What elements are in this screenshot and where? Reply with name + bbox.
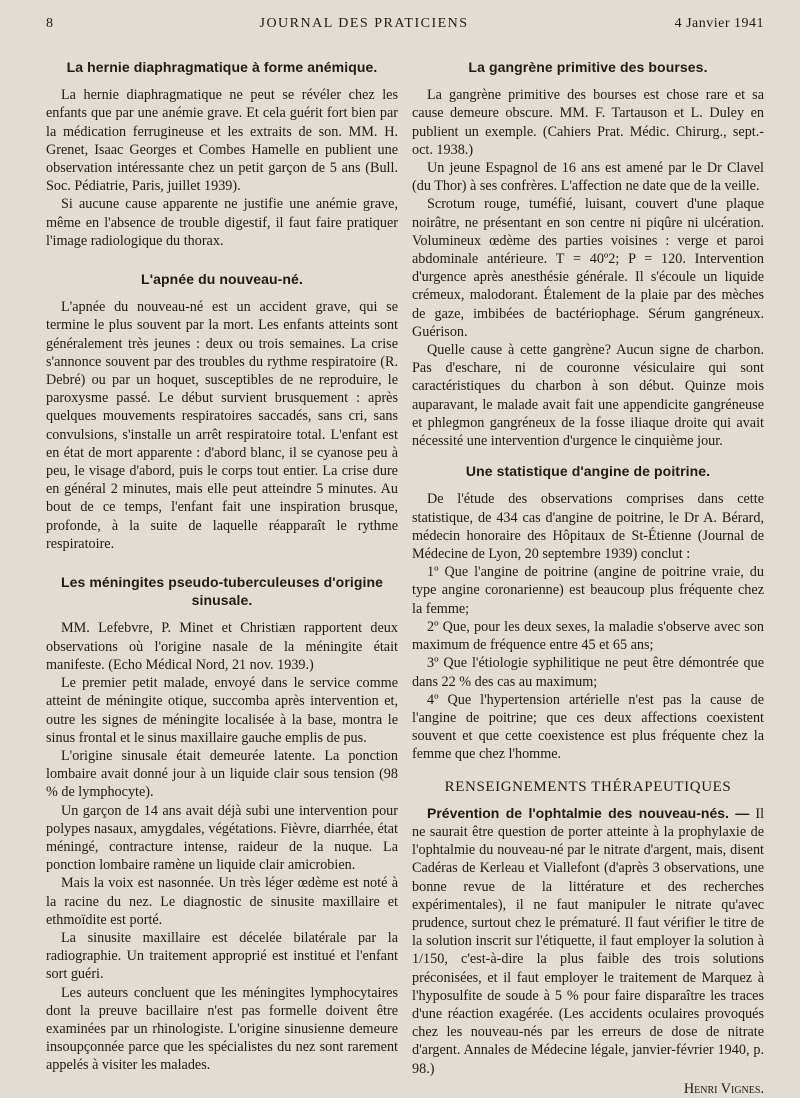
paragraph-run-in <box>412 804 764 1078</box>
section-heading-renseignements: RENSEIGNEMENTS THÉRAPEUTIQUES <box>444 778 732 795</box>
paragraph: MM. Lefebvre, P. Minet et Christiæn rapportent deux observations où l'origine nasale de la méningite était manifeste. (Echo Médical Nord, 21 nov. 1939.) <box>46 620 398 673</box>
paragraph: Un garçon de 14 ans avait déjà subi une intervention pour polypes nasaux, amygdales, végétations. Fièvre, diarrhée, état méningé, contracture intense, raideur de la nuque. La ponction lombaire ramène un liquide clair amicrobien. <box>46 802 398 874</box>
article-title-meningites: Les méningites pseudo-tuberculeuses d'origine sinusale. <box>60 574 384 609</box>
paragraph: Si aucune cause apparente ne justifie une anémie grave, même en l'absence de trouble digestif, il faut faire pratiquer l'image radiologique du thorax. <box>46 196 398 249</box>
paragraph: La hernie diaphragmatique ne peut se révéler chez les enfants que par une anémie grave. Et cela guérit fort bien par la médication ferrugineuse et les extraits de son. MM. H. Grenet, Isaac Georges et Combes Hamelle en publient une observation intéressante chez un petit garçon de 5 ans (Bull. Soc. Pédiatrie, Paris, juillet 1939). <box>46 87 398 195</box>
paragraph: La gangrène primitive des bourses est chose rare et sa cause demeure obscure. MM. F. Tartauson et L. Duley en publient un exemple. (Cahiers Prat. Médic. Chirurg., sept.-oct. 1938.) <box>412 87 764 158</box>
paragraph: 1º Que l'angine de poitrine (angine de poitrine vraie, du type angine coronarienne) est beaucoup plus fréquente chez la femme; <box>412 564 764 617</box>
paragraph: Les auteurs concluent que les méningites lymphocytaires dont la preuve bacillaire n'est pas formelle doivent être examinées par un rhinologiste. L'origine sinusienne demeure insoupçonnée parce que les spécialistes du nez sont rarement appelés à visiter les malades. <box>46 984 398 1074</box>
page-number: 8 <box>46 16 54 31</box>
run-in-body: Il ne saurait être question de porter atteinte à la prophylaxie de l'ophtalmie du nouveau-né par le nitrate d'argent, mais, disent Cadéras de Kerleau et Viallefont (d'après 3 observations, une bonne revue de la littérature et des recherches expérimentales), il ne faut manipuler le nitrate qu'avec prudence, surtout chez le prématuré. Il faut vérifier le titre de la solution inscrit sur l'étiquette, il faut employer la solution à 1/150, c'est-à-dire la plus faible des trois solutions préconisées, et il faut employer le traitement de Marquez à l'hyposulfite de soude à 5 % pour faire disparaître les traces d'une réaction exagérée. (Les accidents oculaires provoqués chez les nouveau-nés par les erreurs de dose de nitrate d'argent. Annales de Médecine légale, janvier-février 1940, p. 98.) <box>412 805 765 1077</box>
issue-date: 4 Janvier 1941 <box>674 16 764 31</box>
paragraph: 2º Que, pour les deux sexes, la maladie s'observe avec son maximum de fréquence entre 45 et 65 ans; <box>412 618 764 654</box>
paragraph: Scrotum rouge, tuméfié, luisant, couvert d'une plaque noirâtre, ne présentant en son centre ni piqûre ni ulcération. Volumineux œdème des parties voisines : verge et paroi abdominale antérieure. T = 40º2; P = 120. Intervention d'urgence après anesthésie générale. Il s'écoule un liquide crémeux, malodorant. Étalement de la plaie par des mèches de gaze, imbibées de bactériophage. Sérum gangréneux. Guérison. <box>412 196 764 340</box>
right-column <box>412 52 764 1098</box>
article-title-hernie: La hernie diaphragmatique à forme anémique. <box>66 59 378 75</box>
article-title-angine: Une statistique d'angine de poitrine. <box>465 463 711 480</box>
paragraph: De l'étude des observations comprises dans cette statistique, de 434 cas d'angine de poitrine, le Dr A. Bérard, médecin honoraire des Hôpitaux de St-Étienne (Journal de Médecine de Lyon, 20 septembre 1939) conclut : <box>412 491 764 563</box>
two-column-body <box>46 52 764 1098</box>
left-column <box>46 52 398 1098</box>
article-title-apnee: L'apnée du nouveau-né. <box>141 271 303 288</box>
author-signature: Henri Vignes. <box>683 1080 764 1097</box>
paragraph: 3º Que l'étiologie syphilitique ne peut être démontrée que dans 22 % des cas au maximum; <box>412 655 764 690</box>
journal-title: JOURNAL DES PRATICIENS <box>259 16 469 31</box>
paragraph: Le premier petit malade, envoyé dans le service comme atteint de méningite otique, succomba après intervention et, outre les signes de méningite localisée à la base, montra le sinus frontal et le sinus maxillaire gauche emplis de pus. <box>46 675 398 746</box>
paragraph: L'origine sinusale était demeurée latente. La ponction lombaire avait donné jour à un liquide clair sous tension (98 % de lymphocyte). <box>46 747 398 801</box>
paragraph: L'apnée du nouveau-né est un accident grave, qui se termine le plus souvent par la mort. Les enfants atteints sont généralement très jeunes : deux ou trois semaines. La crise s'annonce souvent par des troubles du rythme respiratoire (R. Debré) ou par un hoquet, susceptibles de ne reproduire, le paroxysme passé. Le début survient brusquement : après quelques mouvements respiratoires saccadés, sans cri, sans convulsions, s'installe un arrêt respiratoire total. L'enfant est en état de mort apparente : d'abord blanc, il se cyanose peu à peu, le visage d'abord, puis le corps tout entier. La crise dure en général 2 minutes, mais elle peut atteindre 5 minutes. Au bout de ce temps, l'enfant fait une inspiration brusque, profonde, à la suite de laquelle réapparaît le rythme respiratoire. <box>46 299 398 552</box>
paragraph: Mais la voix est nasonnée. Un très léger œdème est noté à la racine du nez. Le diagnostic de sinusite maxillaire et ethmoïdite est porté. <box>46 875 398 928</box>
paragraph: Un jeune Espagnol de 16 ans est amené par le Dr Clavel (du Thor) à ses confrères. L'affection ne date que de la veille. <box>412 160 764 195</box>
run-in-title: Prévention de l'ophtalmie des nouveau-nés. — <box>427 804 750 821</box>
running-head <box>46 16 764 40</box>
paragraph: Quelle cause à cette gangrène? Aucun signe de charbon. Pas d'eschare, ni de couronne vésiculaire qui sont caractéristiques du charbon à son début. Quinze mois auparavant, le malade avait fait une appendicite gangréneuse et phlegmon gangréneux de la fosse iliaque droite qui avait nécessité une intervention d'urgence le cinquième jour. <box>412 342 764 450</box>
article-title-gangrene: La gangrène primitive des bourses. <box>468 59 708 75</box>
paragraph: La sinusite maxillaire est décelée bilatérale par la radiographie. Un traitement approprié est institué et l'enfant sort guéri. <box>46 929 398 983</box>
paragraph: 4º Que l'hypertension artérielle n'est pas la cause de l'angine de poitrine; que ces deux affections coexistent souvent et que cette coexistence est plus fréquente chez la femme que chez l'homme. <box>412 691 764 763</box>
